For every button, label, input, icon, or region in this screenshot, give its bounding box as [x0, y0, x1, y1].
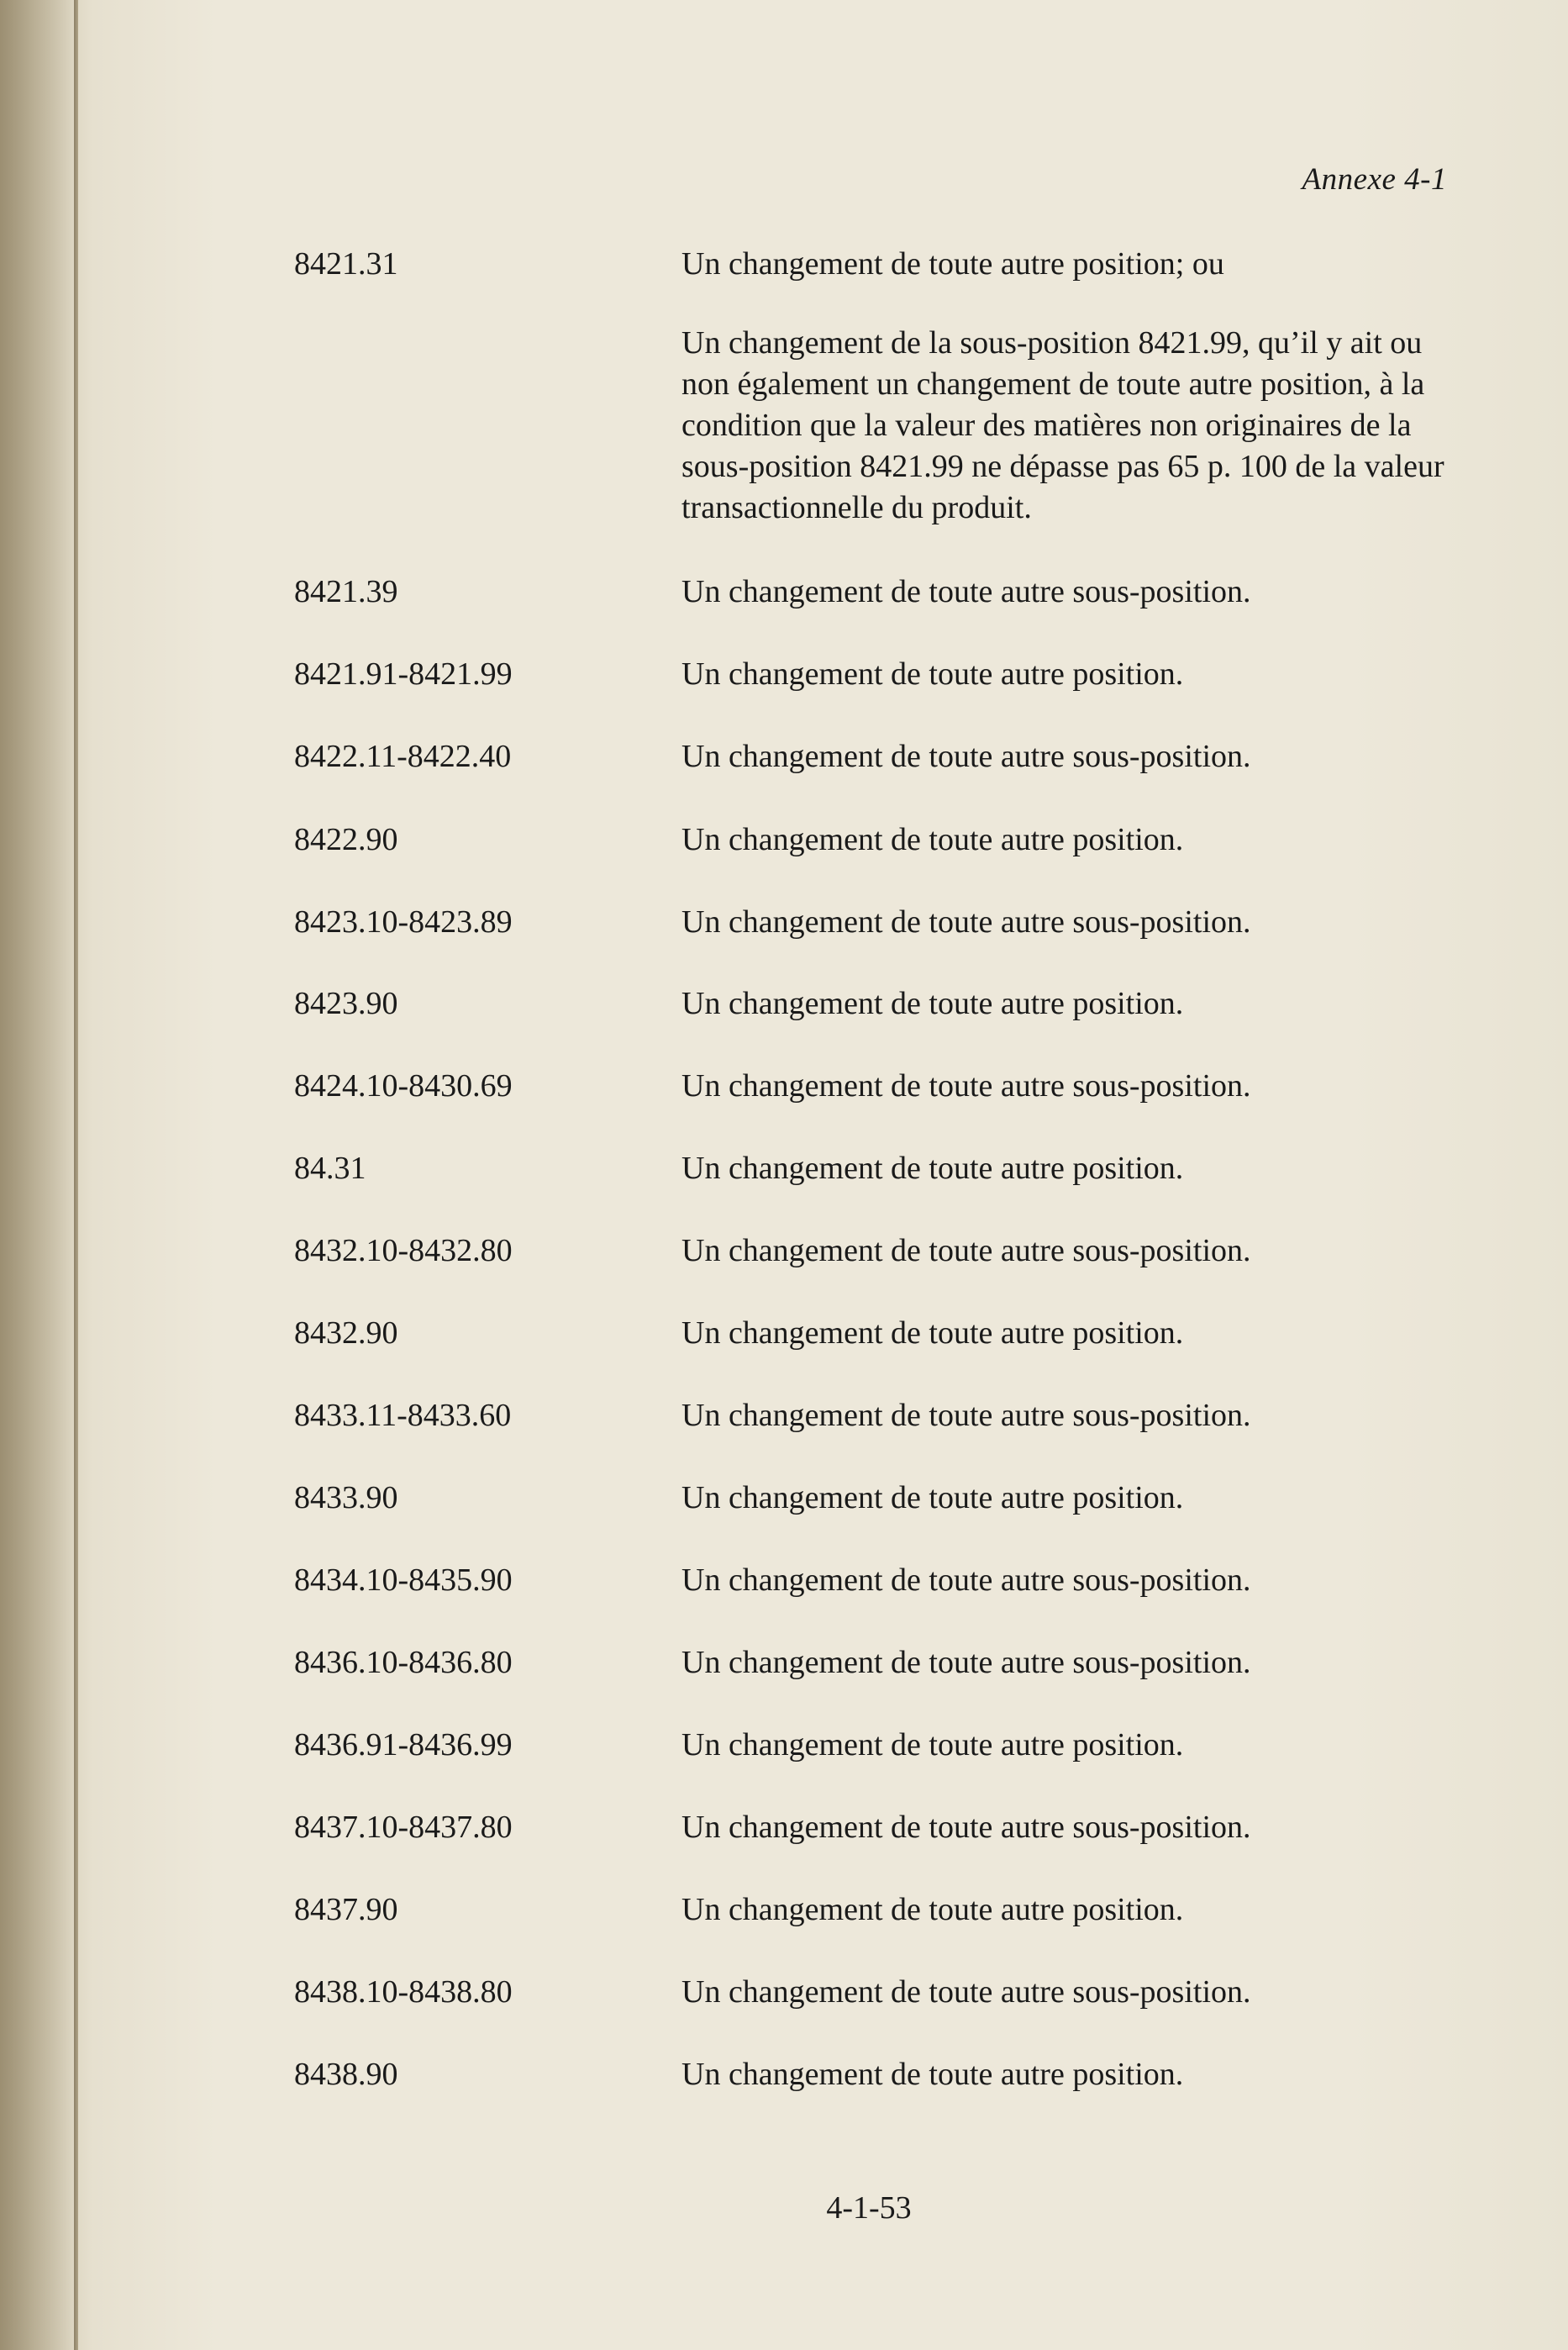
rule-paragraph: Un changement de toute autre sous-position. — [681, 739, 1251, 774]
rule-paragraph: Un changement de la sous-position 8421.99, qu’il y ait ou non également un changement de toute autre position, à la condition que la valeur des matières non originaires de la sous-position 8421.99 ne dépasse pas 65 p. 100 de la valeur transactionnelle du produit. — [681, 325, 1444, 525]
tariff-code: 8422.90 — [294, 822, 398, 857]
rule-description — [681, 902, 1455, 943]
rule-description — [681, 1889, 1455, 1931]
running-header: Annexe 4-1 — [1302, 162, 1447, 197]
rule-paragraph: Un changement de toute autre position. — [681, 1727, 1184, 1762]
rule-paragraph: Un changement de toute autre position. — [681, 1315, 1184, 1351]
tariff-code: 8421.39 — [294, 574, 398, 609]
rule-paragraph: Un changement de toute autre sous-position. — [681, 1562, 1251, 1598]
rule-paragraph: Un changement de toute autre sous-position. — [681, 574, 1251, 609]
tariff-code: 8424.10-8430.69 — [294, 1068, 513, 1104]
binding-shadow — [0, 0, 76, 2350]
rule-paragraph: Un changement de toute autre position. — [681, 1892, 1184, 1927]
rule-paragraph: Un changement de toute autre sous-position. — [681, 1068, 1251, 1104]
rule-paragraph: Un changement de toute autre sous-position. — [681, 1398, 1251, 1433]
rule-paragraph: Un changement de toute autre position. — [681, 1151, 1184, 1186]
rule-paragraph: Un changement de toute autre sous-position. — [681, 1974, 1251, 2010]
rule-description — [681, 1313, 1455, 1354]
tariff-code: 8438.10-8438.80 — [294, 1974, 513, 2010]
tariff-code: 8432.90 — [294, 1315, 398, 1351]
tariff-code: 8436.91-8436.99 — [294, 1727, 513, 1762]
rule-description — [681, 572, 1455, 613]
tariff-code: 8433.11-8433.60 — [294, 1398, 512, 1433]
rule-description — [681, 736, 1455, 777]
rule-description — [681, 1725, 1455, 1766]
rule-description — [681, 983, 1455, 1025]
rule-description — [681, 819, 1455, 861]
rule-paragraph: Un changement de toute autre position. — [681, 822, 1184, 857]
rule-paragraph: Un changement de toute autre sous-position. — [681, 1233, 1251, 1268]
rule-description — [681, 1395, 1455, 1436]
tariff-code: 8421.91-8421.99 — [294, 656, 513, 692]
tariff-code: 84.31 — [294, 1151, 366, 1186]
tariff-code: 8423.10-8423.89 — [294, 904, 513, 940]
tariff-code: 8422.11-8422.40 — [294, 739, 512, 774]
rule-description — [681, 2054, 1455, 2095]
rule-description — [681, 1478, 1455, 1519]
tariff-code: 8423.90 — [294, 986, 398, 1021]
tariff-code: 8421.31 — [294, 246, 398, 282]
rule-paragraph: Un changement de toute autre position. — [681, 1480, 1184, 1515]
tariff-code: 8434.10-8435.90 — [294, 1562, 513, 1598]
tariff-code: 8437.90 — [294, 1892, 398, 1927]
rule-description — [681, 1560, 1455, 1601]
tariff-code: 8437.10-8437.80 — [294, 1810, 513, 1845]
tariff-code: 8433.90 — [294, 1480, 398, 1515]
rule-description — [681, 1230, 1455, 1272]
rule-description — [681, 654, 1455, 695]
binding-edge — [74, 0, 78, 2350]
rule-paragraph: Un changement de toute autre sous-position. — [681, 1645, 1251, 1680]
rule-paragraph: Un changement de toute autre position. — [681, 656, 1184, 692]
rule-description — [681, 1066, 1455, 1107]
rule-paragraph: Un changement de toute autre position. — [681, 986, 1184, 1021]
tariff-code: 8432.10-8432.80 — [294, 1233, 513, 1268]
rule-description — [681, 1807, 1455, 1848]
rule-description — [681, 1642, 1455, 1683]
rule-paragraph: Un changement de toute autre position. — [681, 2057, 1184, 2092]
rule-description — [681, 1972, 1455, 2013]
page-number: 4-1-53 — [826, 2190, 912, 2226]
rule-description — [681, 1148, 1455, 1189]
rule-paragraph: Un changement de toute autre position; ou — [681, 246, 1224, 282]
rule-paragraph: Un changement de toute autre sous-position. — [681, 904, 1251, 940]
tariff-code: 8438.90 — [294, 2057, 398, 2092]
tariff-code: 8436.10-8436.80 — [294, 1645, 513, 1680]
rule-description — [681, 244, 1455, 529]
rule-paragraph: Un changement de toute autre sous-position. — [681, 1810, 1251, 1845]
